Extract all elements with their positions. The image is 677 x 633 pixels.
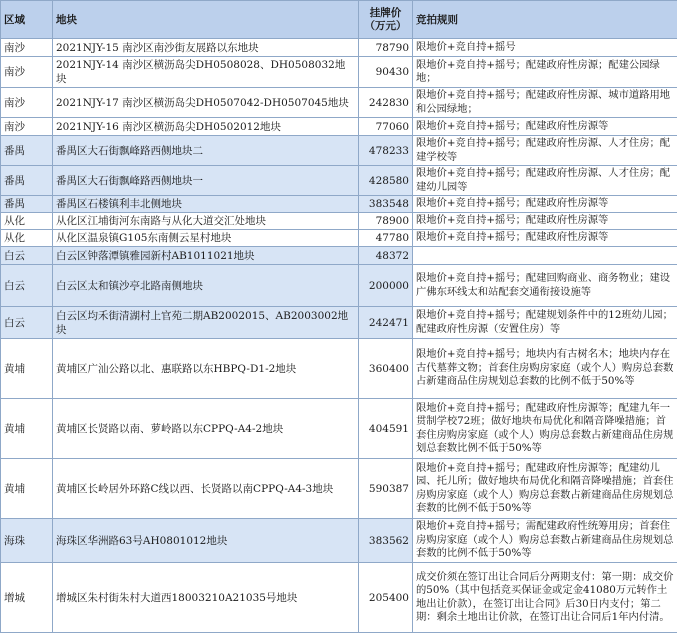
table-row: [1, 196, 677, 213]
auction-rules-cell[interactable]: 限地价+竞自持+摇号；配建政府性房源、人才住房；配建幼儿园等: [413, 166, 677, 196]
listing-price-cell[interactable]: 242830: [359, 88, 413, 118]
plot-name-cell[interactable]: 从化区温泉镇G105东南侧云星村地块: [53, 230, 359, 247]
auction-rules-cell[interactable]: 限地价+竞自持+摇号；配建政府性房源、城市道路用地和公园绿地；: [413, 88, 677, 118]
auction-rules-cell[interactable]: 限地价+竞自持+摇号；需配建政府性统筹用房；首套住房购房家庭（或个人）购房总套数占新建商品住房规划总套数的比例不低于50%等: [413, 519, 677, 563]
plot-name-cell[interactable]: 白云区太和镇沙亭北路南侧地块: [53, 265, 359, 307]
listing-price-cell[interactable]: 360400: [359, 339, 413, 399]
table-row: [1, 307, 677, 339]
table-row: [1, 247, 677, 265]
table-row: [1, 563, 677, 633]
table-row: [1, 166, 677, 196]
district-cell[interactable]: 白云: [1, 247, 53, 265]
district-cell[interactable]: 南沙: [1, 118, 53, 136]
plot-name-cell[interactable]: 黄埔区广汕公路以北、惠联路以东HBPQ-D1-2地块: [53, 339, 359, 399]
plot-name-cell[interactable]: 白云区均禾街清湖村上官苑二期AB2002015、AB2003002地块: [53, 307, 359, 339]
plot-name-cell[interactable]: 2021NJY-14 南沙区横沥岛尖DH0508028、DH0508032地块: [53, 57, 359, 88]
listing-price-cell[interactable]: 404591: [359, 399, 413, 459]
listing-price-cell[interactable]: 383548: [359, 196, 413, 213]
plot-name-cell[interactable]: 海珠区华洲路63号AH0801012地块: [53, 519, 359, 563]
plot-name-cell[interactable]: 黄埔区长岭居外环路C线以西、长贤路以南CPPQ-A4-3地块: [53, 459, 359, 519]
district-cell[interactable]: 番禺: [1, 166, 53, 196]
auction-rules-cell[interactable]: 限地价+竞自持+摇号；配建政府性房源等: [413, 213, 677, 230]
table-row: [1, 230, 677, 247]
listing-price-cell[interactable]: 205400: [359, 563, 413, 633]
district-cell[interactable]: 南沙: [1, 57, 53, 88]
auction-rules-cell[interactable]: 限地价+竞自持+摇号；配建政府性房源等: [413, 196, 677, 213]
header-rules[interactable]: 竞拍规则: [413, 1, 677, 39]
listing-price-cell[interactable]: 78900: [359, 213, 413, 230]
table-row: [1, 519, 677, 563]
listing-price-cell[interactable]: 90430: [359, 57, 413, 88]
table-row: [1, 399, 677, 459]
district-cell[interactable]: 番禺: [1, 136, 53, 166]
listing-price-cell[interactable]: 590387: [359, 459, 413, 519]
district-cell[interactable]: 黄埔: [1, 399, 53, 459]
table-row: [1, 136, 677, 166]
header-plot[interactable]: 地块: [53, 1, 359, 39]
plot-name-cell[interactable]: 2021NJY-17 南沙区横沥岛尖DH0507042-DH0507045地块: [53, 88, 359, 118]
table-row: [1, 339, 677, 399]
table-row: [1, 265, 677, 307]
auction-rules-cell[interactable]: 限地价+竞自持+摇号；配建政府性房源等；配建九年一贯制学校72班；做好地块布局优化和隔音降噪措施；首套住房购房家庭（或个人）购房总套数占新建商品住房规划总套数比例不低于50%等: [413, 399, 677, 459]
header-price[interactable]: 挂牌价（万元）: [359, 1, 413, 39]
table-row: [1, 459, 677, 519]
plot-name-cell[interactable]: 黄埔区长贤路以南、萝岭路以东CPPQ-A4-2地块: [53, 399, 359, 459]
auction-rules-cell[interactable]: 限地价+竞自持+摇号；地块内有古树名木；地块内存在古代墓葬文物；首套住房购房家庭（或个人）购房总套数占新建商品住房规划总套数的比例不低于50%等: [413, 339, 677, 399]
listing-price-cell[interactable]: 78790: [359, 39, 413, 57]
plot-name-cell[interactable]: 2021NJY-16 南沙区横沥岛尖DH0502012地块: [53, 118, 359, 136]
listing-price-cell[interactable]: 478233: [359, 136, 413, 166]
table-row: [1, 57, 677, 88]
auction-rules-cell[interactable]: 成交价须在签订出让合同后分两期支付：第一期：成交价的50%（其中包括竞买保证金或定金41080万元转作土地出让价款），在签订出让合同》后30日内支付；第二期：剩余土地出让价款，在签订出让合同后1年内付清。: [413, 563, 677, 633]
auction-rules-cell[interactable]: 限地价+竞自持+摇号；配建规划条件中的12班幼儿园；配建政府性房源（安置住房）等: [413, 307, 677, 339]
table-row: [1, 118, 677, 136]
plot-name-cell[interactable]: 白云区钟落潭镇雅园新村AB1011021地块: [53, 247, 359, 265]
plot-name-cell[interactable]: 增城区朱村街朱村大道西18003210A21035号地块: [53, 563, 359, 633]
auction-rules-cell[interactable]: 限地价+竞自持+摇号；配建政府性房源等；配建幼儿园、托儿所；做好地块布局优化和隔音降噪措施；首套住房购房家庭（或个人）购房总套数占新建商品住房规划总套数的比例不低于50%等: [413, 459, 677, 519]
district-cell[interactable]: 黄埔: [1, 459, 53, 519]
auction-rules-cell[interactable]: [413, 247, 677, 265]
plot-name-cell[interactable]: 番禺区大石街飘峰路西侧地块一: [53, 166, 359, 196]
header-district[interactable]: 区域: [1, 1, 53, 39]
district-cell[interactable]: 黄埔: [1, 339, 53, 399]
listing-price-cell[interactable]: 77060: [359, 118, 413, 136]
listing-price-cell[interactable]: 242471: [359, 307, 413, 339]
plot-name-cell[interactable]: 番禺区大石街飘峰路西侧地块二: [53, 136, 359, 166]
district-cell[interactable]: 从化: [1, 230, 53, 247]
listing-price-cell[interactable]: 383562: [359, 519, 413, 563]
listing-price-cell[interactable]: 47780: [359, 230, 413, 247]
header-row: [1, 1, 677, 39]
district-cell[interactable]: 海珠: [1, 519, 53, 563]
district-cell[interactable]: 白云: [1, 307, 53, 339]
district-cell[interactable]: 白云: [1, 265, 53, 307]
plot-name-cell[interactable]: 番禺区石楼镇利丰北侧地块: [53, 196, 359, 213]
district-cell[interactable]: 番禺: [1, 196, 53, 213]
auction-rules-cell[interactable]: 限地价+竞自持+摇号；配建回购商业、商务物业；建设广佛东环线太和站配套交通衔接设施等: [413, 265, 677, 307]
listing-price-cell[interactable]: 48372: [359, 247, 413, 265]
auction-rules-cell[interactable]: 限地价+竞自持+摇号；配建政府性房源；配建公园绿地；: [413, 57, 677, 88]
listing-price-cell[interactable]: 200000: [359, 265, 413, 307]
auction-rules-cell[interactable]: 限地价+竞自持+摇号；配建政府性房源等: [413, 118, 677, 136]
table-row: [1, 213, 677, 230]
auction-rules-cell[interactable]: 限地价+竞自持+摇号；配建政府性房源、人才住房；配建学校等: [413, 136, 677, 166]
district-cell[interactable]: 南沙: [1, 88, 53, 118]
district-cell[interactable]: 增城: [1, 563, 53, 633]
auction-rules-cell[interactable]: 限地价+竞自持+摇号；配建政府性房源等: [413, 230, 677, 247]
auction-rules-cell[interactable]: 限地价+竞自持+摇号: [413, 39, 677, 57]
table-row: [1, 88, 677, 118]
listing-price-cell[interactable]: 428580: [359, 166, 413, 196]
table-row: [1, 39, 677, 57]
district-cell[interactable]: 南沙: [1, 39, 53, 57]
plot-name-cell[interactable]: 2021NJY-15 南沙区南沙街友展路以东地块: [53, 39, 359, 57]
plot-name-cell[interactable]: 从化区江埔街河东南路与从化大道交汇处地块: [53, 213, 359, 230]
district-cell[interactable]: 从化: [1, 213, 53, 230]
